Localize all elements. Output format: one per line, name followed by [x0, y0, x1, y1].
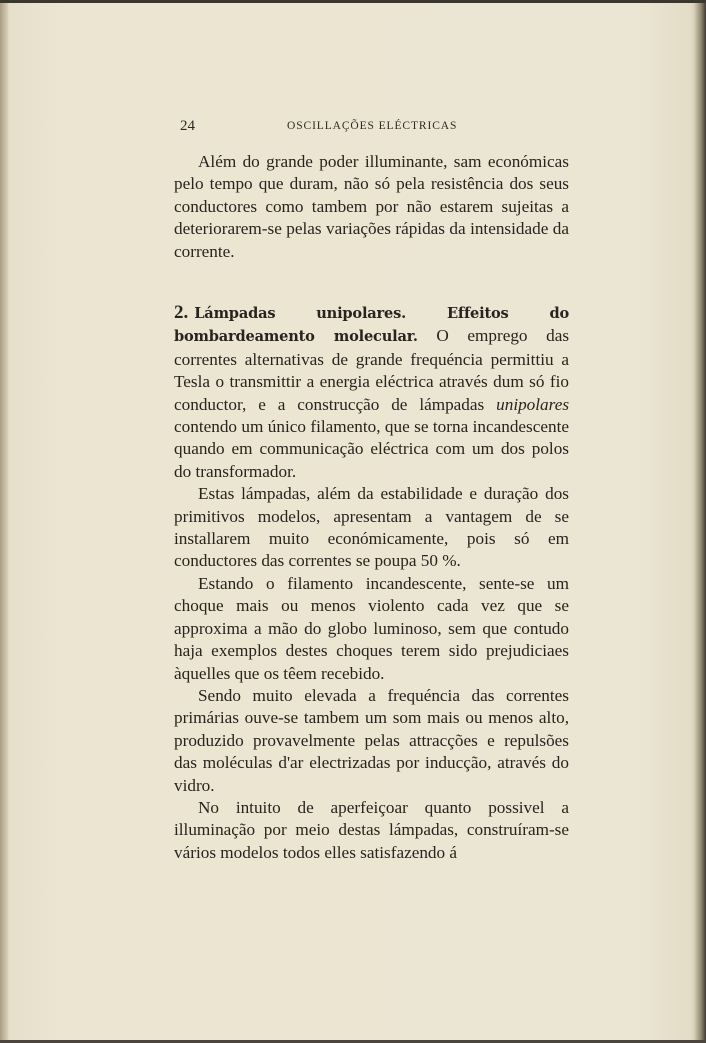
paragraph-block-top — [174, 151, 569, 263]
paragraph-6: No intuito de aperfeiçoar quanto possivel a illuminação por meio destas lámpadas, construíram-se vários modelos todos elles satisfazendo á — [174, 797, 569, 862]
scan-top-border — [0, 0, 706, 3]
paragraph-3: Estas lámpadas, além da estabilidade e duração dos primitivos modelos, apresentam a vantagem de se installarem muito económicamente, pois só em conductores das correntes se poupa 50 %. — [174, 484, 569, 571]
page-number: 24 — [180, 118, 195, 134]
paragraph-2-text-a: O emprego das correntes alternativas de grande frequéncia permittiu a Tesla o transmittir a energia eléctrica através dum só fio conductor, e a construcção de lámpadas — [174, 326, 570, 414]
paragraph-1: Além do grande poder illuminante, sam económicas pelo tempo que duram, não só pela resistência dos seus conductores como tambem por não estarem sujeitas a deteriorarem-se pelas variações rápidas da intensidade da corrente. — [174, 152, 569, 261]
running-head: OSCILLAÇÕES ELÉCTRICAS — [287, 120, 458, 132]
paragraph-2-italic: unipolares — [496, 394, 570, 414]
section-number: 2. — [174, 302, 189, 323]
paragraph-2 — [174, 302, 569, 483]
page-header — [174, 118, 569, 136]
paragraph-block-section — [174, 302, 569, 864]
paragraph-2-text-b: contendo um único filamento, que se torna incandescente quando em communicação eléctrica com um dos polos do transformador. — [174, 417, 569, 481]
section-title: Lámpadas unipolares. Effeitos do bombardeamento molecular. — [174, 305, 569, 346]
page-edge-shadow — [694, 0, 706, 1043]
book-spine-shadow — [0, 0, 8, 1043]
paragraph-4: Estando o filamento incandescente, sente-se um choque mais ou menos violento cada vez que se approxima a mão do globo luminoso, sem que contudo haja exemplos destes choques terem sido prejudiciaes àquelles que os têem recebido. — [174, 573, 569, 683]
paragraph-5: Sendo muito elevada a frequéncia das correntes primárias ouve-se tambem um som mais ou menos alto, produzido provavelmente pelas attracções e repulsões das moléculas d'ar electrizadas por inducção, através do vidro. — [174, 685, 569, 795]
